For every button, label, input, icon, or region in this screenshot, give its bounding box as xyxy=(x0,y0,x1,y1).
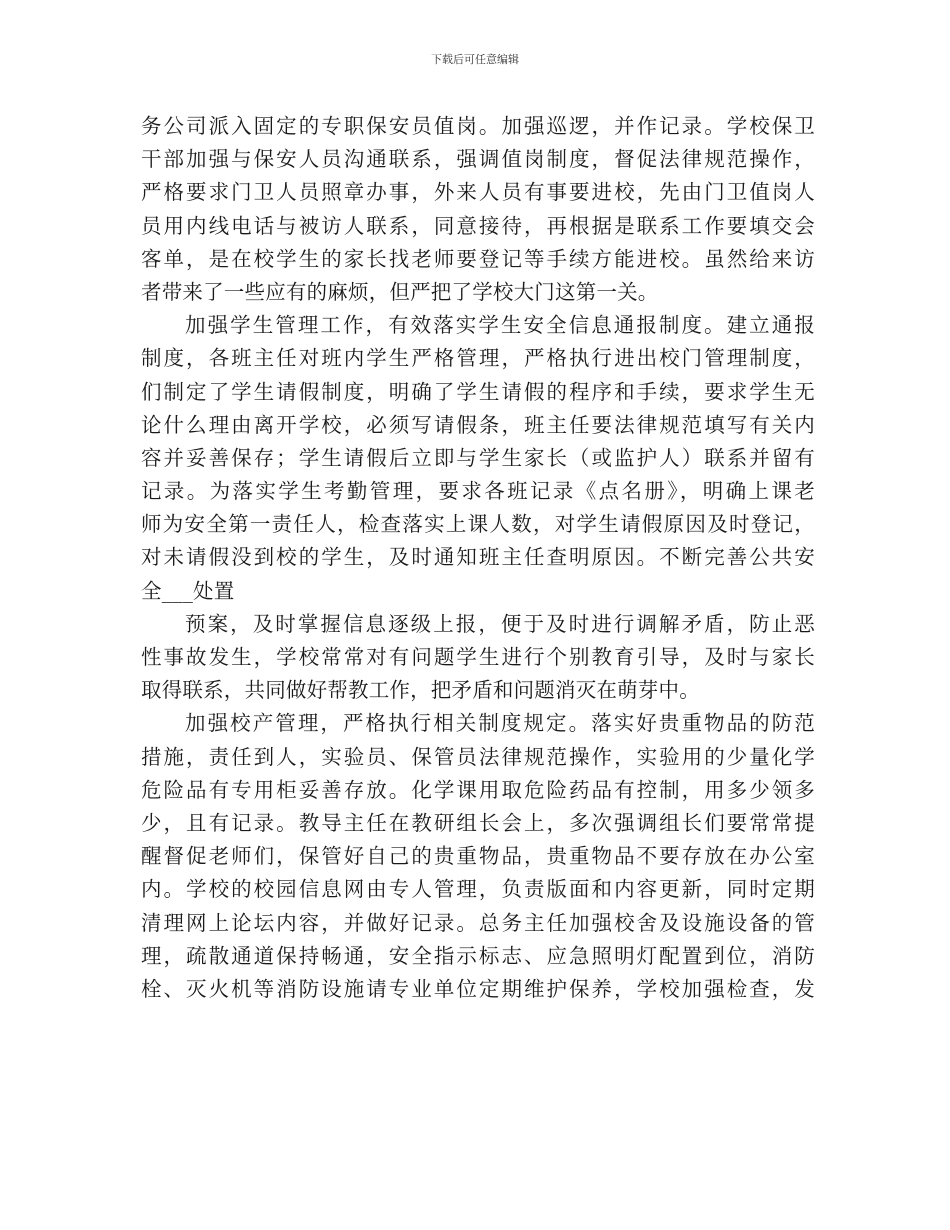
text-line: 危险品有专用柜妥善存放。化学课用取危险药品有控制，用多少领多 xyxy=(141,777,815,802)
text-line: 全___处置 xyxy=(141,578,235,603)
text-line: 记录。为落实学生考勤管理，要求各班记录《点名册》，明确上课老 xyxy=(141,479,815,504)
text-line: 严格要求门卫人员照章办事，外来人员有事要进校，先由门卫值岗人 xyxy=(141,180,815,205)
text-line: 取得联系，共同做好帮教工作，把矛盾和问题消灭在萌芽中。 xyxy=(141,678,700,703)
text-line: 容并妥善保存；学生请假后立即与学生家长（或监护人）联系并留有 xyxy=(141,445,815,470)
text-line: 师为安全第一责任人，检查落实上课人数，对学生请假原因及时登记， xyxy=(141,512,815,537)
page-header: 下载后可任意编辑 xyxy=(431,53,519,66)
text-line: 们制定了学生请假制度，明确了学生请假的程序和手续，要求学生无 xyxy=(141,379,815,404)
text-line: 醒督促老师们，保管好自己的贵重物品，贵重物品不要存放在办公室 xyxy=(141,844,815,869)
text-line: 性事故发生，学校常常对有问题学生进行个别教育引导，及时与家长 xyxy=(141,645,815,669)
text-line: 理，疏散通道保持畅通，安全指示标志、应急照明灯配置到位，消防 xyxy=(141,943,815,968)
text-line: 制度，各班主任对班内学生严格管理，严格执行进出校门管理制度， xyxy=(141,346,815,371)
text-line: 加强校产管理，严格执行相关制度规定。落实好贵重物品的防范 xyxy=(185,711,815,736)
text-line: 客单，是在校学生的家长找老师要登记等手续方能进校。虽然给来访 xyxy=(141,246,815,271)
text-line: 者带来了一些应有的麻烦，但严把了学校大门这第一关。 xyxy=(141,279,659,304)
text-line: 措施，责任到人，实验员、保管员法律规范操作，实验用的少量化学 xyxy=(141,744,815,769)
text-line: 预案，及时掌握信息逐级上报，便于及时进行调解矛盾，防止恶 xyxy=(185,611,815,636)
text-line: 务公司派入固定的专职保安员值岗。加强巡逻，并作记录。学校保卫 xyxy=(141,114,815,138)
text-line: 论什么理由离开学校，必须写请假条，班主任要法律规范填写有关内 xyxy=(141,412,815,437)
text-line: 干部加强与保安人员沟通联系，强调值岗制度，督促法律规范操作， xyxy=(141,147,815,172)
text-line: 员用内线电话与被访人联系，同意接待，再根据是联系工作要填交会 xyxy=(141,213,815,238)
text-line: 加强学生管理工作，有效落实学生安全信息通报制度。建立通报 xyxy=(185,313,815,338)
text-line: 栓、灭火机等消防设施请专业单位定期维护保养，学校加强检查，发 xyxy=(141,976,815,1001)
text-line: 少，且有记录。教导主任在教研组长会上，多次强调组长们要常常提 xyxy=(141,810,815,835)
body-text xyxy=(141,110,815,1006)
text-line: 清理网上论坛内容，并做好记录。总务主任加强校舍及设施设备的管 xyxy=(141,910,815,935)
text-line: 对未请假没到校的学生，及时通知班主任查明原因。不断完善公共安 xyxy=(141,545,815,570)
text-line: 内。学校的校园信息网由专人管理，负责版面和内容更新，同时定期 xyxy=(141,877,815,902)
